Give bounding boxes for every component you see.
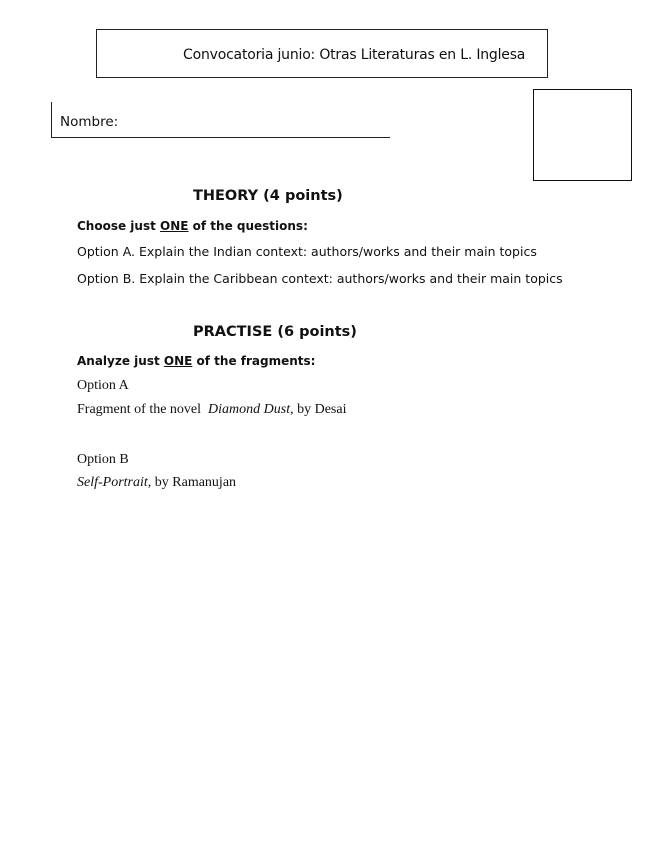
practise-option-a-text [77, 402, 346, 418]
photo-box [533, 89, 632, 181]
theory-option-a: Option A. Explain the Indian context: authors/works and their main topics [77, 244, 537, 259]
practise-instruction-pre: Analyze just [77, 354, 164, 368]
practise-option-a-post: , by Desai [290, 402, 347, 417]
practise-option-b-text [77, 475, 236, 491]
theory-instruction-post: of the questions: [188, 219, 308, 233]
practise-option-a-pre: Fragment of the novel [77, 402, 209, 417]
theory-heading: THEORY (4 points) [193, 188, 343, 204]
practise-heading: PRACTISE (6 points) [193, 324, 357, 340]
practise-instruction-post: of the fragments: [192, 354, 316, 368]
practise-option-a-title: Diamond Dust [208, 402, 291, 417]
practise-instruction [77, 354, 315, 368]
name-field[interactable] [51, 102, 390, 138]
theory-option-b: Option B. Explain the Caribbean context: authors/works and their main topics [77, 271, 563, 286]
theory-instruction-pre: Choose just [77, 219, 161, 233]
name-label: Nombre: [60, 114, 119, 130]
theory-instruction [77, 219, 308, 233]
practise-instruction-emphasis: ONE [163, 354, 193, 368]
practise-option-b-title: Self-Portrait [77, 475, 148, 490]
practise-option-b-label: Option B [77, 452, 129, 467]
exam-title: Convocatoria junio: Otras Literaturas en L. Inglesa [183, 47, 526, 63]
practise-option-a-label: Option A [77, 378, 129, 393]
title-box [96, 29, 548, 78]
theory-instruction-emphasis: ONE [160, 219, 189, 233]
practise-option-b-post: , by Ramanujan [147, 475, 237, 490]
